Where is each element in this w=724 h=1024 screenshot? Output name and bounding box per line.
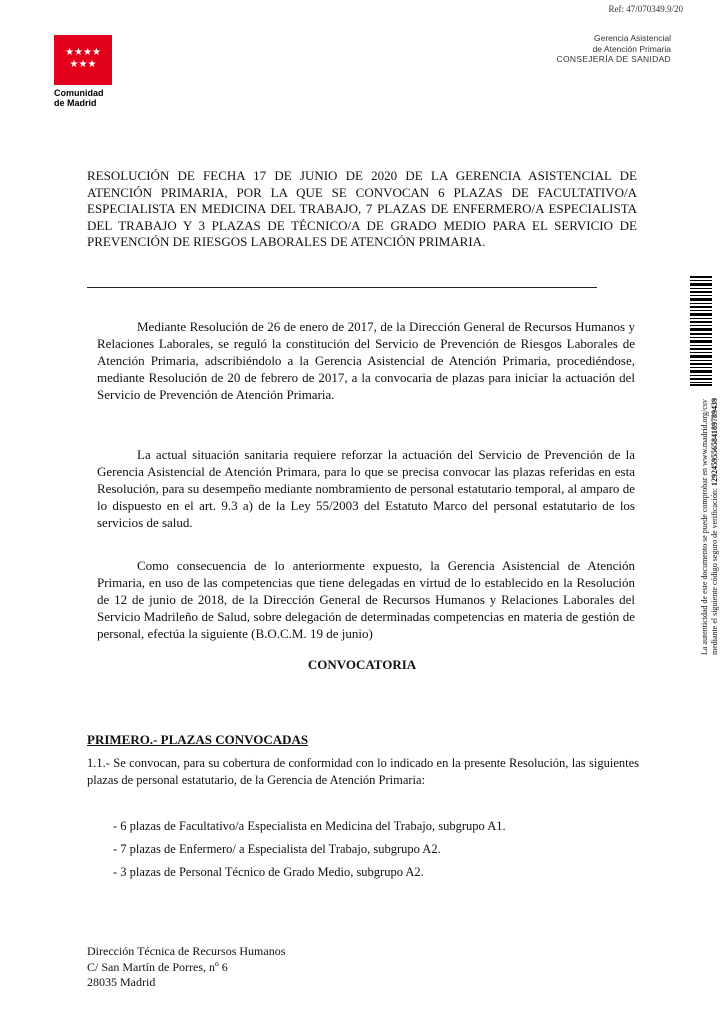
paragraph-3: Como consecuencia de lo anteriormente expuesto, la Gerencia Asistencial de Atención Primaria, en uso de las competencias que tiene delegadas en virtud de lo establecido en la Resolución de 12 de junio de 2018, de la Dirección General de Recursos Humanos y Relaciones Laborales del Servicio Madrileño de Salud, sobre delegación de determinadas competencias en materia de gestión de personal, efectúa la siguiente (B.O.C.M. 19 de junio) bbox=[97, 558, 635, 641]
section-title: PRIMERO.- PLAZAS CONVOCADAS bbox=[87, 732, 309, 747]
comunidad-madrid-logo bbox=[54, 35, 114, 108]
verification-line2: mediante el siguiente código seguro de verificación: bbox=[710, 487, 719, 655]
convocatoria-heading: CONVOCATORIA bbox=[307, 657, 417, 672]
logo-text bbox=[54, 88, 114, 108]
section-text: 1.1.- Se convocan, para su cobertura de conformidad con lo indicado en la presente Resolución, las siguientes plazas de personal estatutario, de la Gerencia de Atención Primaria: bbox=[87, 756, 639, 787]
department-block bbox=[557, 33, 671, 65]
verification-code: 1292459556584189789439 bbox=[710, 397, 719, 486]
logo-name-line1: Comunidad bbox=[54, 88, 104, 98]
title-divider bbox=[87, 287, 597, 288]
list-item: - 6 plazas de Facultativo/a Especialista en Medicina del Trabajo, subgrupo A1. bbox=[113, 819, 506, 833]
paragraph-2: La actual situación sanitaria requiere reforzar la actuación del Servicio de Prevención de la Gerencia Asistencial de Atención Primara, para lo que se precisa convocar las plazas referidas en esta Resolución, para su desempeño mediante nombramiento de personal estatutario temporal, al amparo de lo dispuesto en el art. 9.3 a) de la Ley 55/2003 del Estatuto Marco del personal estatutario de los servicios de salud. bbox=[97, 447, 635, 530]
logo-name-line2: de Madrid bbox=[54, 98, 97, 108]
paragraph-1: Mediante Resolución de 26 de enero de 2017, de la Dirección General de Recursos Humanos y Relaciones Laborales, se reguló la constitución del Servicio de Prevención de Riesgos Laborales de Atención Primaria, adscribiéndolo a la Gerencia Asistencial de Atención Primaria, procediéndose, mediante Resolución de 20 de febrero de 2017, a la convocaria de plazas para iniciar la actuación del Servicio de Prevención de Atención Primaria. bbox=[97, 319, 635, 402]
document-reference: Ref: 47/070349.9/20 bbox=[608, 4, 683, 14]
list-item: - 3 plazas de Personal Técnico de Grado Medio, subgrupo A2. bbox=[113, 865, 424, 879]
logo-red-square bbox=[54, 35, 112, 85]
footer-line: 28035 Madrid bbox=[87, 975, 156, 989]
barcode-icon bbox=[690, 276, 712, 386]
footer-address bbox=[87, 944, 285, 991]
department-line-3: CONSEJERÍA DE SANIDAD bbox=[556, 54, 671, 64]
verification-line1: La autenticidad de este documento se puede comprobar en www.madrid.org/csv bbox=[700, 399, 709, 655]
resolution-title: RESOLUCIÓN DE FECHA 17 DE JUNIO DE 2020 DE LA GERENCIA ASISTENCIAL DE ATENCIÓN PRIMARIA, POR LA QUE SE CONVOCAN 6 PLAZAS DE FACULTATIVO/A ESPECIALISTA EN MEDICINA DEL TRABAJO, 7 PLAZAS DE ENFERMERO/A ESPECIALISTA DEL TRABAJO Y 3 PLAZAS DE TÉCNICO/A DE GRADO MEDIO PARA EL SERVICIO DE PREVENCIÓN DE RIESGOS LABORALES DE ATENCIÓN PRIMARIA. bbox=[87, 168, 637, 250]
logo-stars-icon: ★★★★ ★★★ bbox=[65, 47, 101, 70]
verification-note bbox=[700, 398, 720, 655]
list-item: - 7 plazas de Enfermero/ a Especialista del Trabajo, subgrupo A2. bbox=[113, 842, 441, 856]
footer-line: C/ San Martín de Porres, nº 6 bbox=[87, 959, 228, 974]
department-line-1: Gerencia Asistencial bbox=[593, 33, 671, 43]
footer-line: Dirección Técnica de Recursos Humanos bbox=[87, 944, 286, 958]
department-line-2: de Atención Primaria bbox=[592, 43, 671, 54]
